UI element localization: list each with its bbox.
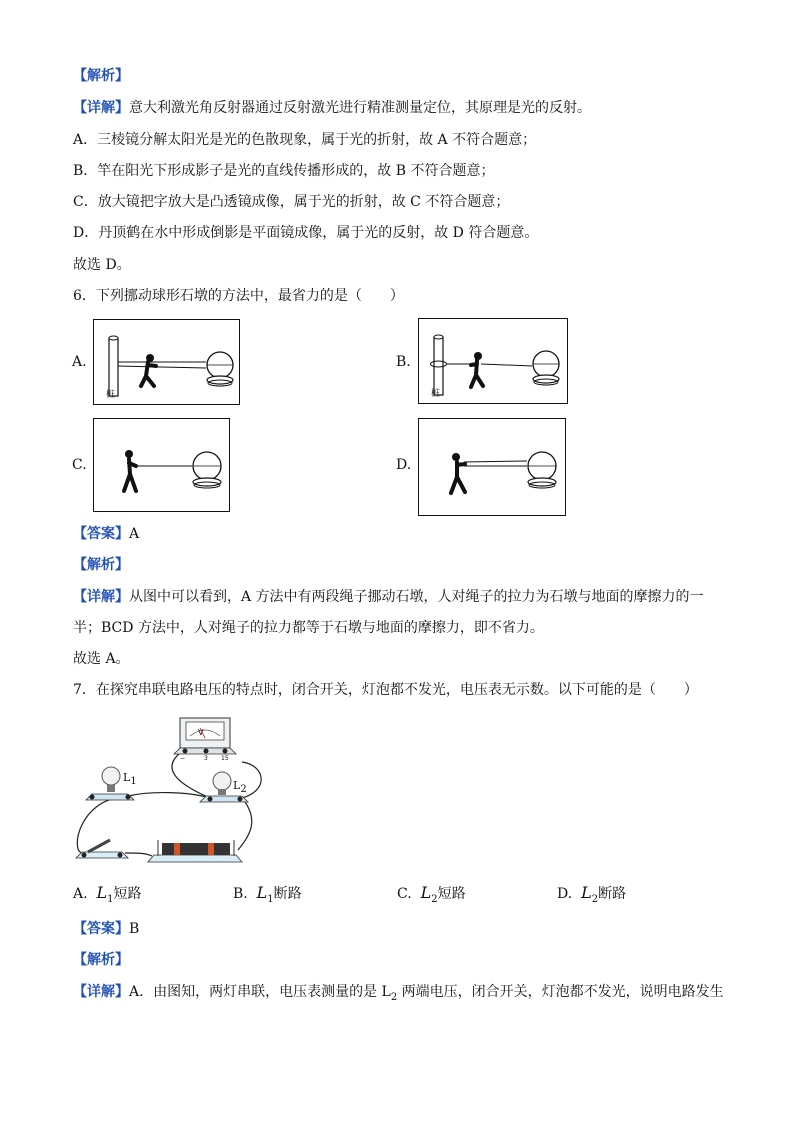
detail-tag: 【详解】 [73, 100, 129, 116]
option-d-explanation: D．丹顶鹤在水中形成倒影是平面镜成像，属于光的反射，故 D 符合题意。 [73, 225, 539, 241]
question-7-stem: 7．在探究串联电路电压的特点时，闭合开关，灯泡都不发光，电压表无示数。以下可能的是（ ） [73, 682, 698, 698]
q7-option-b: B. $L_1$断路 [233, 883, 302, 905]
voltmeter-terminal-neg [183, 749, 188, 754]
q6-detail-line-2: 半；BCD 方法中，人对绳子的拉力都等于石墩与地面的摩擦力，即不省力。 [73, 620, 544, 636]
detail-text: 意大利激光角反射器通过反射激光进行精准测量定位，其原理是光的反射。 [129, 100, 591, 116]
q6-figure-c-drawing [94, 419, 229, 511]
analysis-heading: 【解析】 [73, 68, 129, 84]
bulb-l2-terminal [208, 797, 213, 802]
q6-figure-c [93, 418, 230, 512]
post-label: 桩 [431, 389, 441, 399]
answer-value: A [129, 526, 140, 542]
q6-figure-d-drawing [419, 419, 565, 515]
q6-analysis-heading: 【解析】 [73, 557, 129, 573]
choose-line: 故选 D。 [73, 257, 131, 273]
person-icon [141, 354, 156, 386]
battery-band-1 [174, 843, 180, 855]
q7-answer-line [73, 919, 139, 939]
bulb-l1-terminal [126, 795, 131, 800]
voltmeter-terminal-15 [223, 749, 228, 754]
option-c-explanation: C．放大镜把字放大是凸透镜成像，属于光的折射，故 C 不符合题意； [73, 194, 510, 210]
bulb-l2-glass [213, 772, 231, 790]
bulb-l1-label: L1 [123, 771, 137, 788]
q6-figure-a [93, 319, 240, 405]
q6-figure-b-drawing [419, 319, 567, 403]
bulb-l2-label: L2 [233, 779, 247, 796]
option-a-explanation: A．三棱镜分解太阳光是光的色散现象，属于光的折射，故 A 不符合题意； [73, 132, 537, 148]
voltmeter-terminal-3 [204, 749, 209, 754]
rope-upper [464, 461, 527, 462]
switch-terminal [118, 853, 123, 858]
bulb-l1-glass [102, 767, 120, 785]
detail-tag: 【详解】 [73, 589, 129, 605]
q7-option-d: D. $L_2$断路 [557, 883, 627, 905]
person-icon [471, 352, 483, 387]
q6-answer-line [73, 524, 139, 544]
detail-line [73, 98, 591, 118]
person-icon [451, 453, 465, 493]
q6-label-a: A. [72, 354, 87, 370]
q6-figure-a-drawing [94, 320, 239, 404]
wire-l1-l2 [124, 793, 210, 798]
switch-lever [88, 840, 110, 852]
q6-label-b: B. [396, 354, 411, 370]
option-b-explanation: B．竿在阳光下形成影子是光的直线传播形成的，故 B 不符合题意； [73, 163, 495, 179]
q6-figure-d [418, 418, 566, 516]
answer-tag: 【答案】 [73, 921, 129, 937]
voltmeter-v-label: V [198, 728, 204, 737]
battery-tray [148, 855, 242, 862]
answer-tag: 【答案】 [73, 526, 129, 542]
q7-detail-line: 【详解】A．由图知，两灯串联，电压表测量的是 $L_2$ 两端电压，闭合开关，灯泡都不发光，说明电路发生 [73, 984, 724, 1003]
voltmeter-terminal-label-3: 3 [204, 755, 208, 762]
q6-figure-b [418, 318, 568, 404]
answer-value: B [129, 921, 140, 937]
bulb-l1-terminal [90, 795, 95, 800]
bulb-l1-socket [107, 785, 115, 792]
voltmeter-terminal-label-neg: − [180, 755, 186, 762]
detail-tag: 【详解】 [73, 984, 129, 1000]
q7-circuit-figure [70, 710, 270, 870]
question-6-stem: 6．下列挪动球形石墩的方法中，最省力的是（ ） [73, 288, 404, 304]
post-label: 桩 [106, 390, 116, 400]
q6-label-c: C. [72, 457, 87, 473]
q6-detail-line-1 [73, 587, 704, 607]
q6-label-d: D. [396, 457, 412, 473]
switch-terminal [82, 853, 87, 858]
bulb-l2-terminal [238, 797, 243, 802]
wire-l2-battery [238, 798, 252, 850]
post-shape [434, 337, 443, 395]
post-top [434, 335, 443, 339]
post-top [109, 336, 118, 340]
wire-switch-battery [125, 853, 152, 856]
battery-band-2 [208, 843, 214, 855]
rope-right [481, 364, 532, 366]
post-shape [109, 338, 118, 396]
q7-option-a: A. $L_1$短路 [73, 883, 142, 905]
voltmeter-terminal-label-15: 15 [221, 755, 229, 762]
q6-choose-line: 故选 A。 [73, 651, 130, 667]
q7-option-c: C. $L_2$短路 [397, 883, 466, 905]
detail-text: 从图中可以看到，A 方法中有两段绳子挪动石墩，人对绳子的拉力为石墩与地面的摩擦力的一 [129, 589, 704, 605]
rope-lower [118, 366, 206, 368]
q7-analysis-heading: 【解析】 [73, 952, 129, 968]
bulb-l2-socket [218, 789, 226, 795]
person-icon [124, 450, 136, 491]
